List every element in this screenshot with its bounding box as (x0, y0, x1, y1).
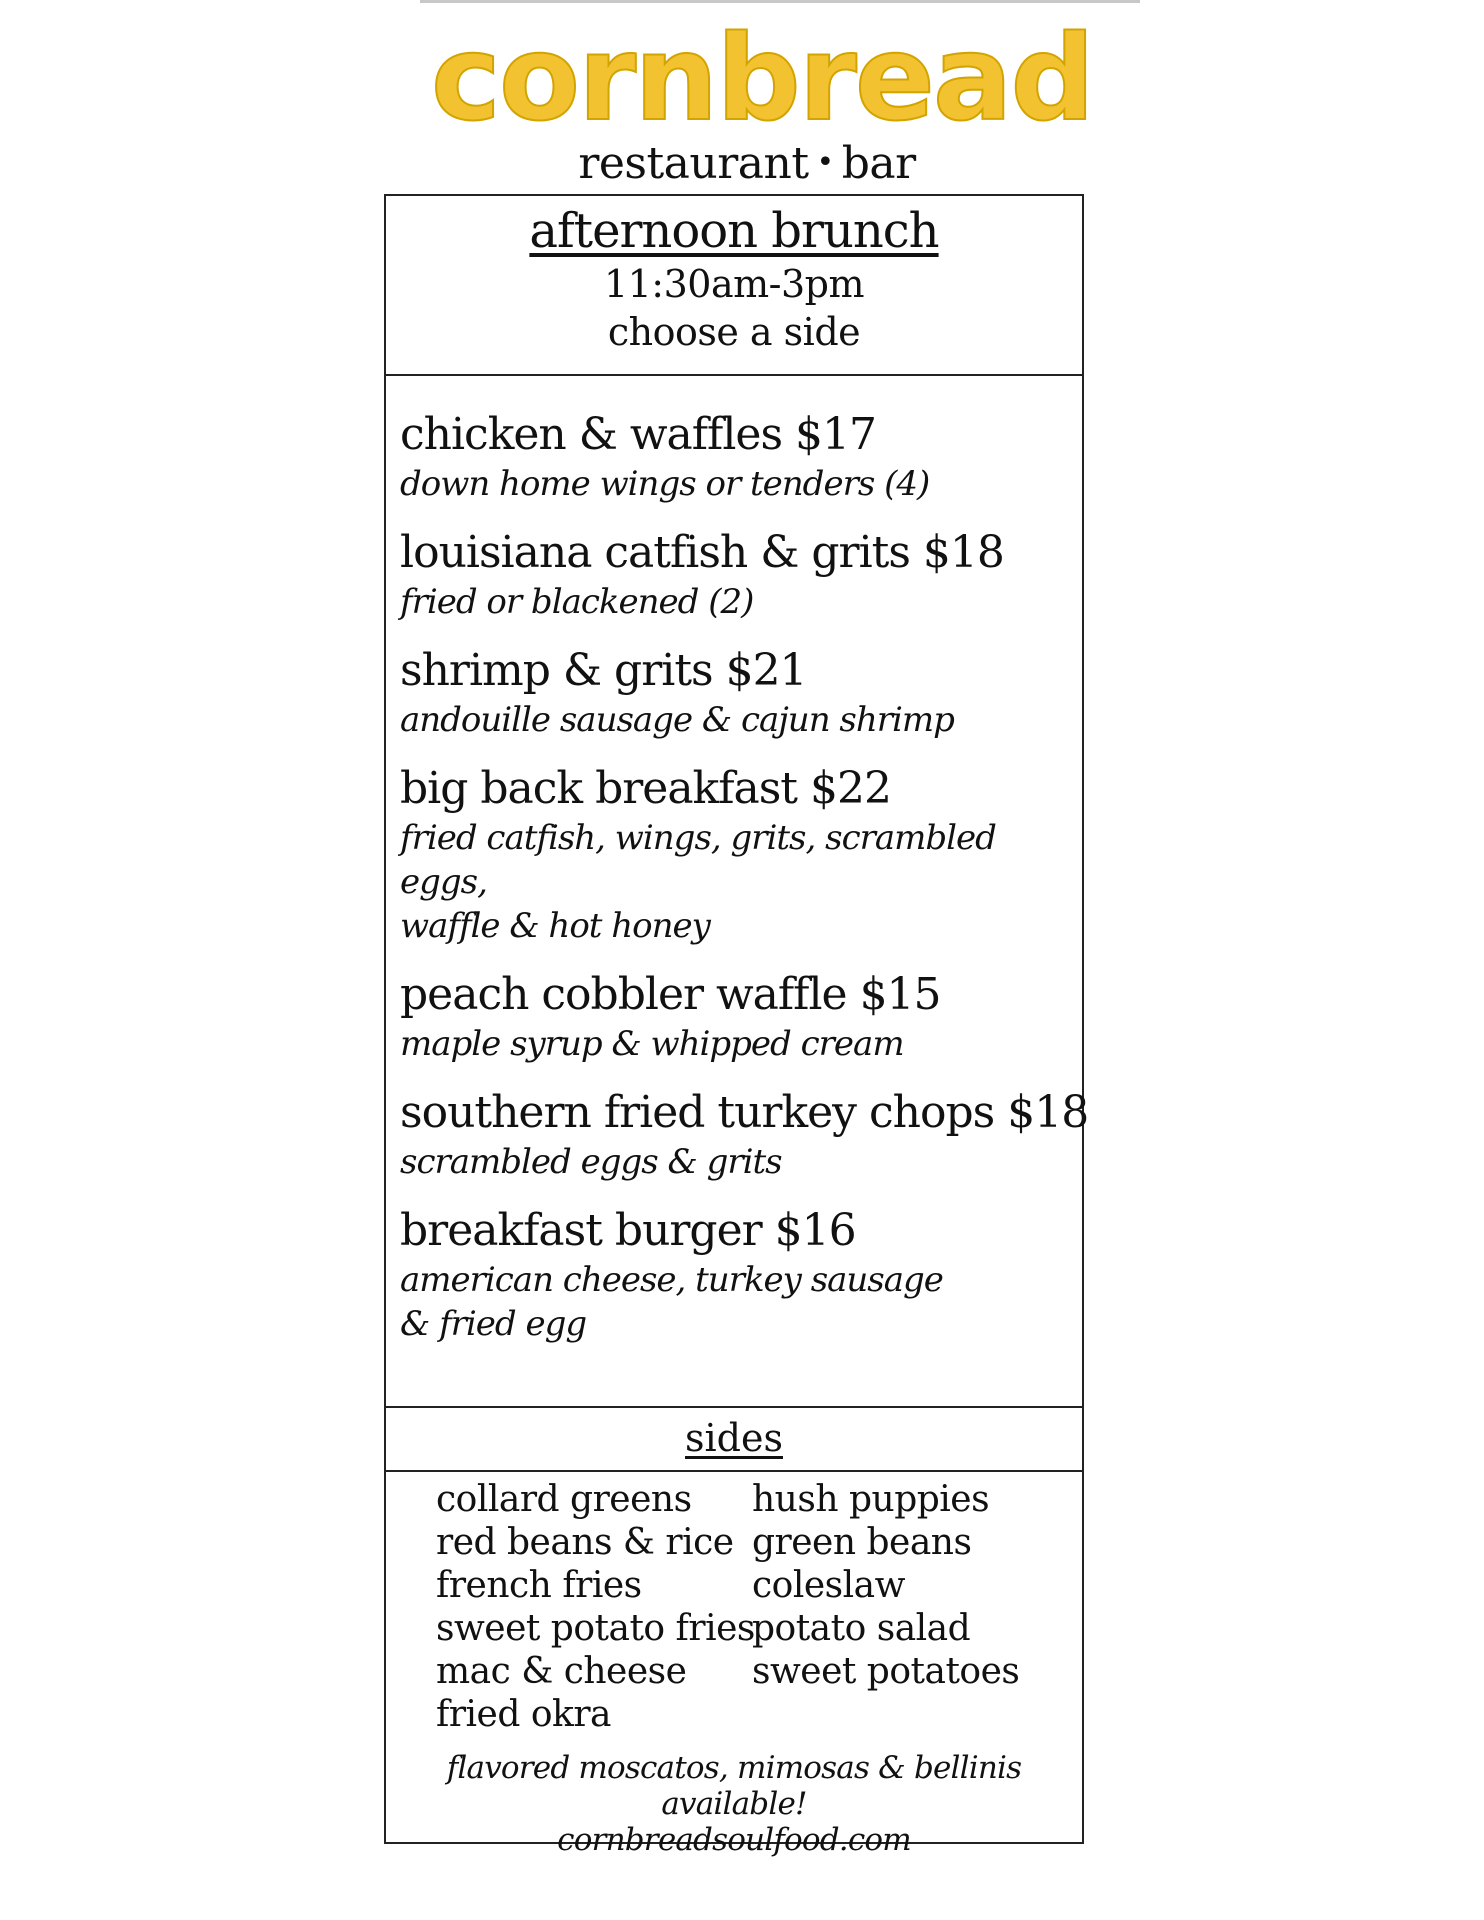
tagline-restaurant: restaurant (578, 138, 809, 189)
menu-item-desc: scrambled eggs & grits (400, 1142, 782, 1182)
menu-item (400, 1086, 1089, 1184)
menu-item-title: shrimp & grits $21 (400, 645, 807, 696)
menu-item-desc: maple syrup & whipped cream (400, 1024, 904, 1064)
logo-wordmark: cornbread (431, 9, 1093, 147)
website-link[interactable]: cornbreadsoulfood.com (557, 1822, 911, 1858)
side-item: sweet potatoes (752, 1651, 1020, 1692)
side-item: hush puppies (752, 1479, 990, 1520)
menu-item (400, 1204, 1070, 1346)
menu-item-desc: andouille sausage & cajun shrimp (400, 700, 954, 740)
menu-item-title: louisiana catfish & grits $18 (400, 527, 1004, 578)
side-item: mac & cheese (436, 1651, 687, 1692)
menu-item-title: breakfast burger $16 (400, 1205, 856, 1256)
side-item: collard greens (436, 1479, 692, 1520)
menu-item-desc: waffle & hot honey (400, 906, 710, 946)
menu-header (386, 196, 1082, 376)
side-item: french fries (436, 1565, 642, 1606)
sides-column-left (436, 1478, 755, 1736)
menu-items (386, 376, 1089, 1408)
menu-card (384, 194, 1089, 1858)
menu-item-title: peach cobbler waffle $15 (400, 969, 941, 1020)
menu-footer (386, 1750, 1082, 1858)
side-item: sweet potato fries (436, 1608, 755, 1649)
tagline (10, 138, 1484, 189)
side-item: coleslaw (752, 1565, 905, 1606)
menu-item (400, 526, 1070, 624)
side-item: green beans (752, 1522, 972, 1563)
menu-item (400, 408, 1070, 506)
sides-column-right (752, 1478, 1019, 1693)
menu-item-desc: fried catfish, wings, grits, scrambled eggs, (400, 818, 996, 902)
menu-item-desc: & fried egg (400, 1304, 587, 1344)
drinks-note: flavored moscatos, mimosas & bellinis available! (446, 1750, 1022, 1822)
sides-list (386, 1472, 1082, 1858)
tagline-bar: bar (841, 138, 916, 189)
menu-item (400, 644, 1070, 742)
tagline-bullet: • (816, 145, 834, 180)
menu-item-title: southern fried turkey chops $18 (400, 1087, 1089, 1138)
sides-title: sides (386, 1408, 1082, 1472)
side-item: red beans & rice (436, 1522, 734, 1563)
menu-item (400, 968, 1070, 1066)
side-item: fried okra (436, 1694, 611, 1735)
menu-item-desc: down home wings or tenders (4) (400, 464, 930, 504)
side-item: potato salad (752, 1608, 971, 1649)
menu-item-title: chicken & waffles $17 (400, 409, 876, 460)
top-divider (420, 0, 1140, 3)
menu-note: choose a side (607, 310, 861, 354)
menu-item-desc: fried or blackened (2) (400, 582, 754, 622)
menu-item (400, 762, 1070, 948)
menu-hours: 11:30am-3pm (603, 262, 865, 306)
menu-item-desc: american cheese, turkey sausage (400, 1260, 943, 1300)
brand-header (0, 9, 1484, 189)
menu-item-title: big back breakfast $22 (400, 763, 891, 814)
menu-title: afternoon brunch (529, 203, 939, 259)
